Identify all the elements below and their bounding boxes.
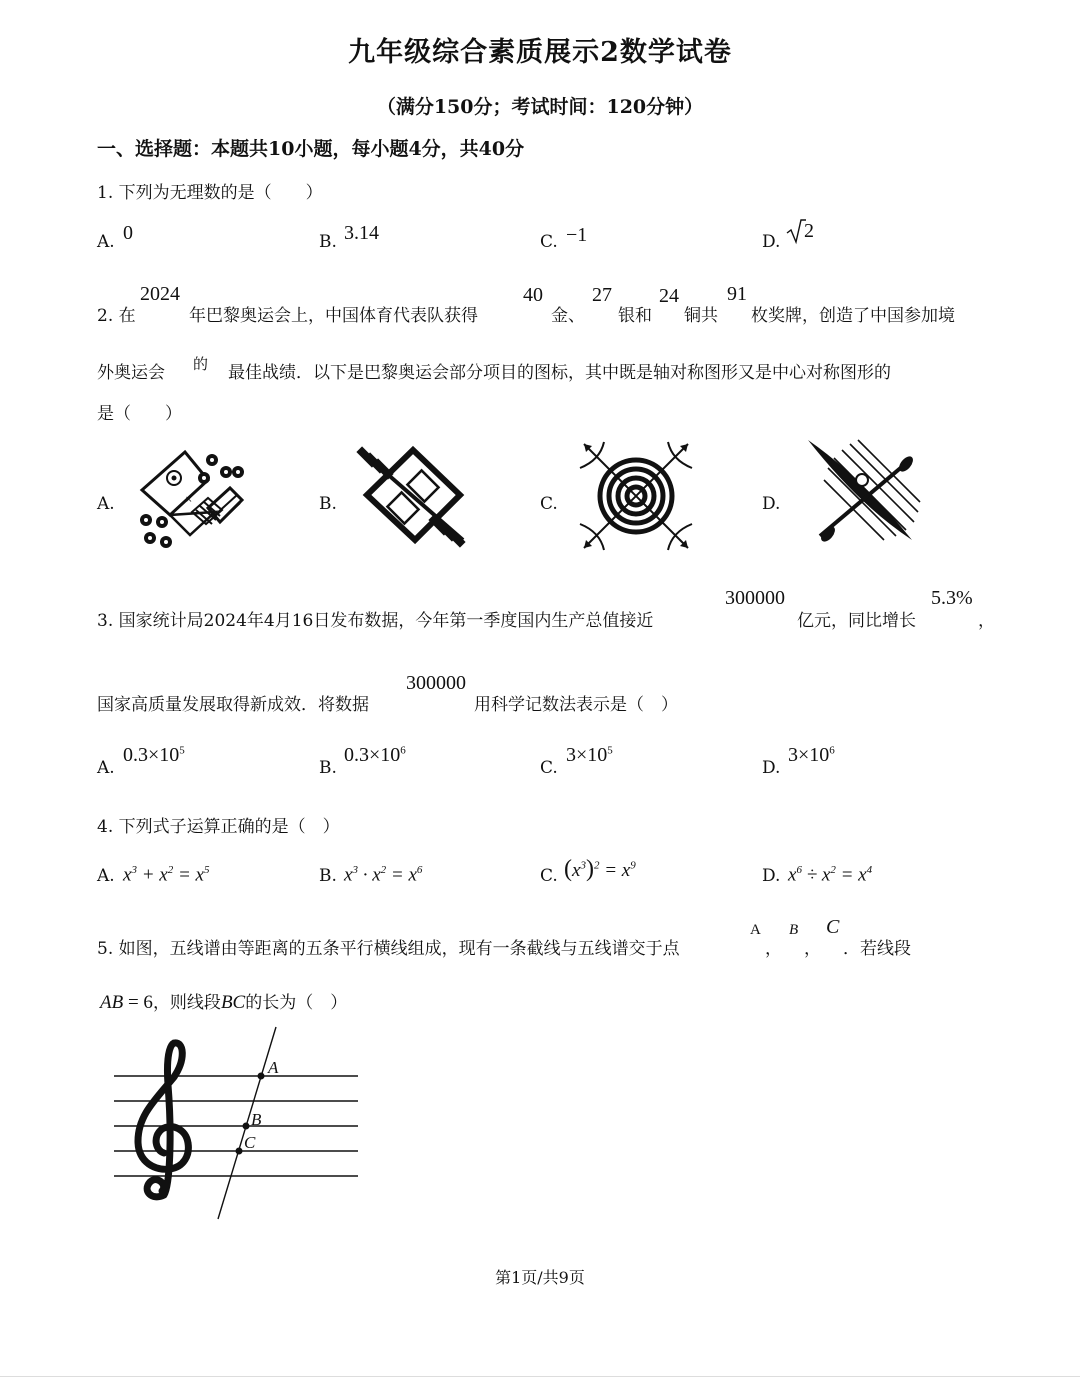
q3-num-pct: 5.3% [931,587,973,609]
exam-subtitle: （满分150分；考试时间：120分钟） [376,96,704,118]
page-edge-divider [0,1376,1080,1377]
q5-point-a: A [750,922,761,938]
q2-num-2024: 2024 [140,283,180,305]
q2-label-d: D. [762,494,781,514]
fig-label-a: A [268,1058,279,1077]
q5-point-b: B [789,922,799,938]
q3-option-b: $0.3\times 10^6$ [344,744,406,766]
q1-value-b: 3.14 [344,222,379,244]
q1-label-b: B. [319,232,337,252]
svg-text:×: × [185,495,193,505]
q4-option-b: $x^3 \cdot x^2 = x^6$ [344,864,423,886]
q3-label-c: C. [540,758,558,778]
q5-tail: ．若线段 [843,939,911,959]
q3-comma: ， [978,611,995,631]
q1-label-a: A. [97,232,115,252]
exam-title: 九年级综合素质展示2数学试卷 [348,37,732,68]
canoe-pictogram-icon [800,436,925,548]
q3-line2-a: 国家高质量发展取得新成效．将数据 [97,695,369,715]
q1-value-c: −1 [566,224,588,246]
q2-text-3: 金、 [551,306,585,326]
q2-text-6: 枚奖牌，创造了中国参加境 [751,306,955,326]
q3-label-b: B. [319,758,337,778]
q3-option-d: $3\times 10^6$ [788,744,835,766]
q2-text-2: 年巴黎奥运会上，中国体育代表队获得 [189,306,478,326]
q3-option-c: $3\times 10^5$ [566,744,613,766]
q2-text-1: 2. 在 [97,306,136,326]
q3-num-300000b: 300000 [406,672,466,694]
q2-label-b: B. [319,494,337,514]
q2-text-5: 铜共 [684,306,718,326]
q3-text-2: 亿元，同比增长 [797,611,916,631]
q5-line2: AB = 6，则线段BC的长为（ ） [100,992,348,1013]
q4-label-b: B. [319,866,337,886]
q3-label-a: A. [97,758,115,778]
q4-option-c: $(x^3)^2 = x^9$ [564,856,636,882]
q5-point-c: C [826,916,840,938]
q3-text-1: 3. 国家统计局2024年4月16日发布数据，今年第一季度国内生产总值接近 [97,611,654,631]
q4-option-a: $x^3 + x^2 = x^5$ [123,864,210,886]
treble-clef-icon [138,1043,188,1197]
q5-sep-1: ， [765,939,782,959]
q2-text-4: 银和 [618,306,652,326]
weightlifting-pictogram-icon [355,440,475,552]
q2-num-40: 40 [523,284,543,306]
q1-value-a: 0 [123,222,133,244]
q1-stem: 1. 下列为无理数的是（ ） [97,183,323,203]
q4-stem: 4. 下列式子运算正确的是（ ） [97,817,340,837]
q3-line2-b: 用科学记数法表示是（ ） [474,695,678,715]
football-pictogram-icon [130,440,250,550]
music-staff-figure [112,1025,362,1225]
q1-label-d: D. [762,232,781,252]
q4-option-d: $x^6 \div x^2 = x^4$ [788,864,873,886]
q3-option-a: $0.3\times 10^5$ [123,744,185,766]
q2-num-24: 24 [659,285,679,307]
q2-num-91: 91 [727,283,747,305]
q2-line2-a: 外奥运会 [97,363,165,383]
sqrt-sign-icon [786,218,806,246]
q2-line2-de: 的 [193,355,209,373]
fig-label-c: C [244,1133,256,1152]
q1-label-c: C. [540,232,558,252]
archery-target-icon [578,440,698,552]
q5-sep-2: ， [804,939,821,959]
q2-line3: 是（ ） [97,404,182,424]
q5-text-1: 5. 如图，五线谱由等距离的五条平行横线组成，现有一条截线与五线谱交于点 [97,939,680,959]
q2-label-a: A. [97,494,115,514]
q4-label-d: D. [762,866,781,886]
page-footer: 第1页/共9页 [495,1268,585,1287]
q1-value-d: 2 [804,220,814,242]
q4-label-a: A. [97,866,115,886]
q3-label-d: D. [762,758,781,778]
section-heading: 一、选择题：本题共10小题，每小题4分，共40分 [97,138,525,160]
q2-line2-b: 最佳战绩．以下是巴黎奥运会部分项目的图标，其中既是轴对称图形又是中心对称图形的 [228,363,891,383]
q2-label-c: C. [540,494,558,514]
q3-num-300000: 300000 [725,587,785,609]
q2-num-27: 27 [592,284,612,306]
fig-label-b: B [251,1110,262,1129]
q4-label-c: C. [540,866,558,886]
